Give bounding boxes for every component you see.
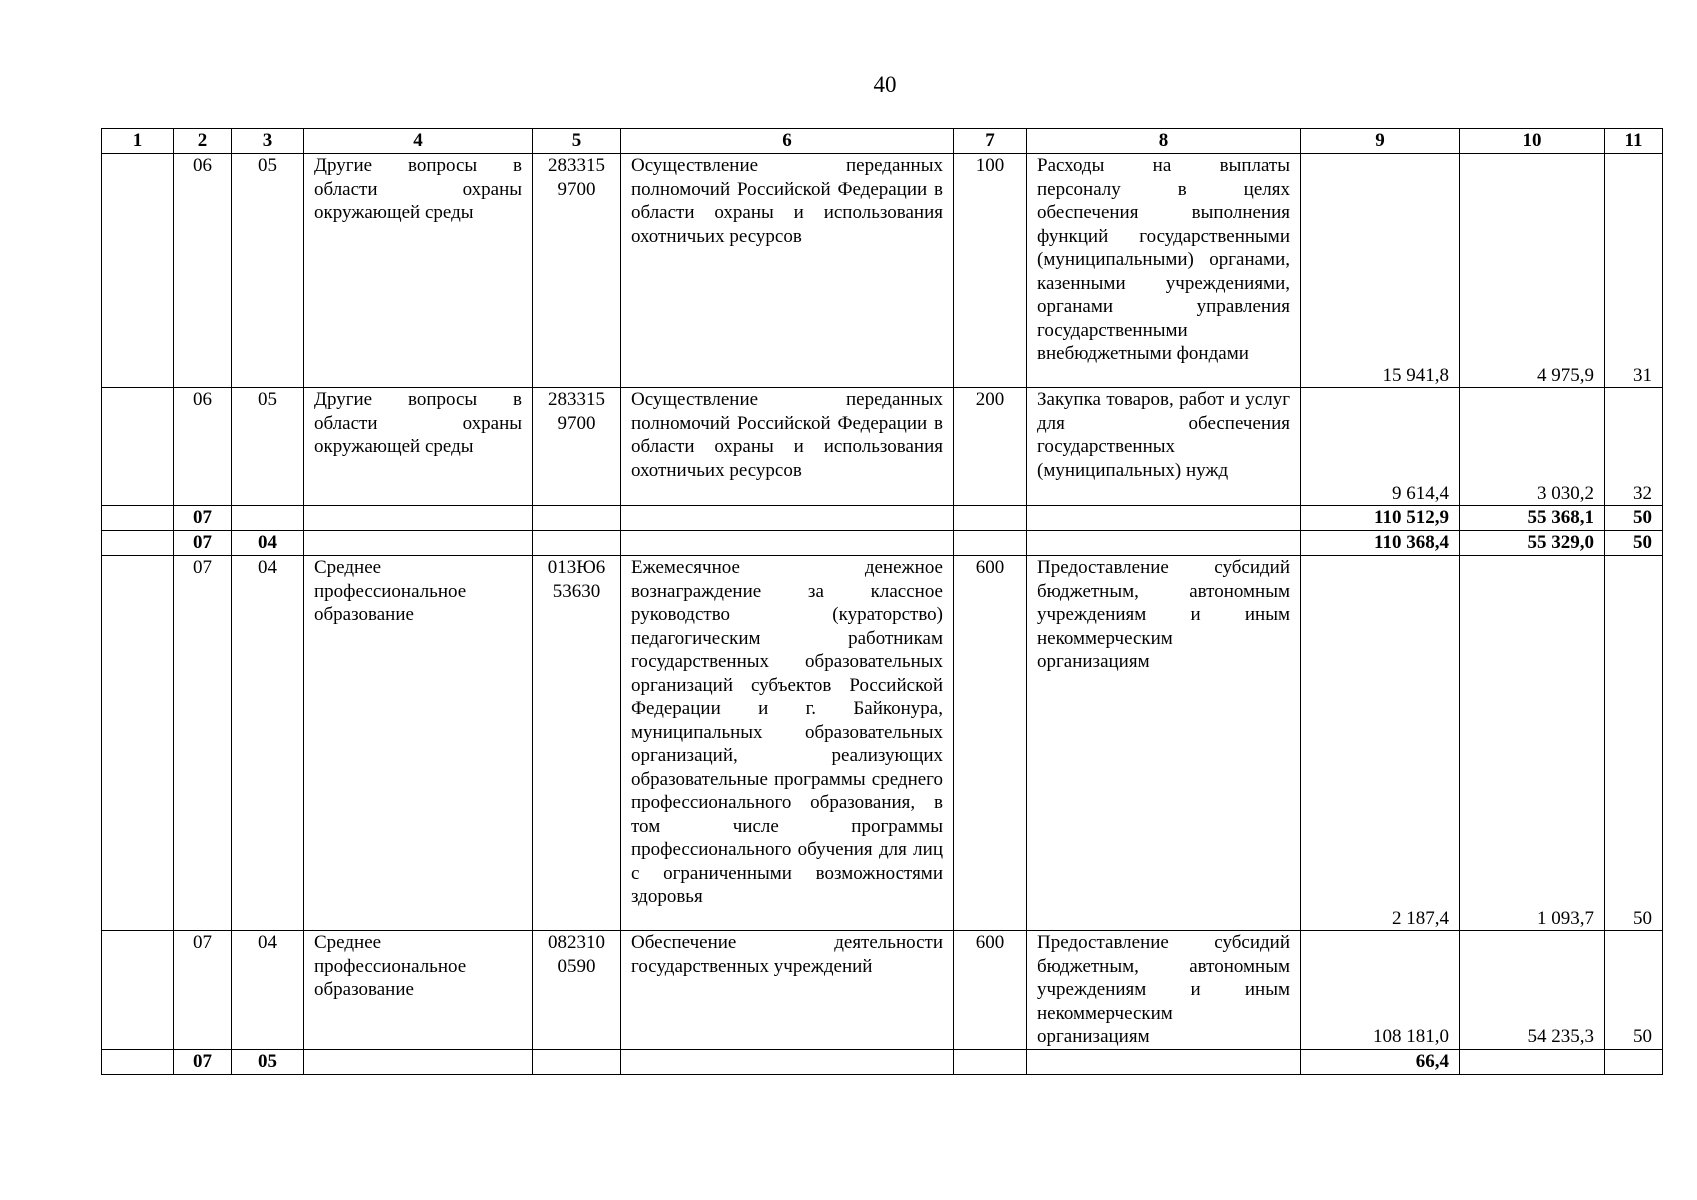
amount-federal: 55 368,1 — [1460, 506, 1605, 531]
column-header: 5 — [533, 129, 621, 154]
cell-empty — [304, 1049, 533, 1074]
subsection-code: 04 — [232, 931, 304, 1050]
target-article-name: Обеспечение деятельности государственных учреждений — [621, 931, 954, 1050]
amount-total: 66,4 — [1301, 1049, 1460, 1074]
amount-federal: 55 329,0 — [1460, 531, 1605, 556]
section-code: 07 — [174, 556, 232, 931]
section-code: 06 — [174, 154, 232, 388]
cell-empty — [102, 531, 174, 556]
column-header: 11 — [1605, 129, 1663, 154]
subsection-code: 05 — [232, 1049, 304, 1074]
expense-type-code: 200 — [954, 388, 1027, 506]
table-row — [102, 556, 1663, 931]
section-code: 07 — [174, 531, 232, 556]
column-header: 4 — [304, 129, 533, 154]
cell-empty — [533, 531, 621, 556]
subsection-code: 04 — [232, 556, 304, 931]
percent-value: 50 — [1605, 556, 1663, 931]
section-code: 07 — [174, 506, 232, 531]
column-header: 8 — [1027, 129, 1301, 154]
target-article-name: Осуществление переданных полномочий Российской Федерации в области охраны и использования охотничьих ресурсов — [621, 388, 954, 506]
subsection-name: Среднее профессиональное образование — [304, 556, 533, 931]
column-header: 6 — [621, 129, 954, 154]
cell-empty — [304, 506, 533, 531]
cell-empty — [1027, 531, 1301, 556]
expense-type-name: Расходы на выплаты персоналу в целях обеспечения выполнения функций государственными (муниципальными) органами, казенными учреждениями, органами управления государственными внебюджетными фондами — [1027, 154, 1301, 388]
amount-total: 110 368,4 — [1301, 531, 1460, 556]
amount-federal: 1 093,7 — [1460, 556, 1605, 931]
column-header: 3 — [232, 129, 304, 154]
cell-empty — [1027, 506, 1301, 531]
table-row — [102, 388, 1663, 506]
target-article-code: 013Ю6 53630 — [533, 556, 621, 931]
subsection-code — [232, 506, 304, 531]
target-article-name: Осуществление переданных полномочий Российской Федерации в области охраны и использования охотничьих ресурсов — [621, 154, 954, 388]
target-article-name: Ежемесячное денежное вознаграждение за классное руководство (кураторство) педагогическим работникам государственных образовательных организаций субъектов Российской Федерации и г. Байконура, муниципальных образовательных организаций, реализующих образовательные программы среднего профессионального образования, в том числе программы профессионального обучения для лиц с ограниченными возможностями здоровья — [621, 556, 954, 931]
subsection-name: Другие вопросы в области охраны окружающей среды — [304, 154, 533, 388]
amount-total: 110 512,9 — [1301, 506, 1460, 531]
cell-empty — [533, 506, 621, 531]
section-code: 07 — [174, 931, 232, 1050]
cell-empty — [533, 1049, 621, 1074]
amount-federal: 4 975,9 — [1460, 154, 1605, 388]
cell-empty — [102, 506, 174, 531]
subsection-name: Другие вопросы в области охраны окружающей среды — [304, 388, 533, 506]
table-header-row — [102, 129, 1663, 154]
column-header: 10 — [1460, 129, 1605, 154]
section-code: 07 — [174, 1049, 232, 1074]
amount-total: 2 187,4 — [1301, 556, 1460, 931]
percent-value: 31 — [1605, 154, 1663, 388]
page-number: 40 — [873, 72, 897, 97]
target-article-code: 283315 9700 — [533, 388, 621, 506]
amount-federal — [1460, 1049, 1605, 1074]
amount-federal: 3 030,2 — [1460, 388, 1605, 506]
amount-federal: 54 235,3 — [1460, 931, 1605, 1050]
subsection-name: Среднее профессиональное образование — [304, 931, 533, 1050]
percent-value: 50 — [1605, 506, 1663, 531]
cell-empty — [1027, 1049, 1301, 1074]
expense-type-name: Предоставление субсидий бюджетным, автономным учреждениям и иным некоммерческим организациям — [1027, 931, 1301, 1050]
column-header: 9 — [1301, 129, 1460, 154]
expense-type-code: 600 — [954, 556, 1027, 931]
cell-empty — [954, 531, 1027, 556]
expense-type-name: Закупка товаров, работ и услуг для обеспечения государственных (муниципальных) нужд — [1027, 388, 1301, 506]
column-header: 1 — [102, 129, 174, 154]
cell-empty — [621, 1049, 954, 1074]
cell-empty — [621, 531, 954, 556]
total-row — [102, 506, 1663, 531]
cell-empty — [954, 506, 1027, 531]
percent-value: 50 — [1605, 931, 1663, 1050]
expense-type-name: Предоставление субсидий бюджетным, автономным учреждениям и иным некоммерческим организациям — [1027, 556, 1301, 931]
table-row — [102, 154, 1663, 388]
section-code: 06 — [174, 388, 232, 506]
cell-empty — [102, 931, 174, 1050]
subsection-code: 05 — [232, 388, 304, 506]
budget-table — [101, 128, 1663, 1075]
cell-empty — [102, 556, 174, 931]
percent-value — [1605, 1049, 1663, 1074]
total-row — [102, 531, 1663, 556]
subsection-code: 05 — [232, 154, 304, 388]
cell-empty — [102, 388, 174, 506]
cell-empty — [304, 531, 533, 556]
percent-value: 32 — [1605, 388, 1663, 506]
amount-total: 15 941,8 — [1301, 154, 1460, 388]
target-article-code: 283315 9700 — [533, 154, 621, 388]
expense-type-code: 600 — [954, 931, 1027, 1050]
target-article-code: 082310 0590 — [533, 931, 621, 1050]
cell-empty — [621, 506, 954, 531]
expense-type-code: 100 — [954, 154, 1027, 388]
amount-total: 108 181,0 — [1301, 931, 1460, 1050]
subsection-code: 04 — [232, 531, 304, 556]
table-row — [102, 931, 1663, 1050]
column-header: 2 — [174, 129, 232, 154]
amount-total: 9 614,4 — [1301, 388, 1460, 506]
cell-empty — [102, 1049, 174, 1074]
total-row — [102, 1049, 1663, 1074]
cell-empty — [954, 1049, 1027, 1074]
column-header: 7 — [954, 129, 1027, 154]
cell-empty — [102, 154, 174, 388]
percent-value: 50 — [1605, 531, 1663, 556]
